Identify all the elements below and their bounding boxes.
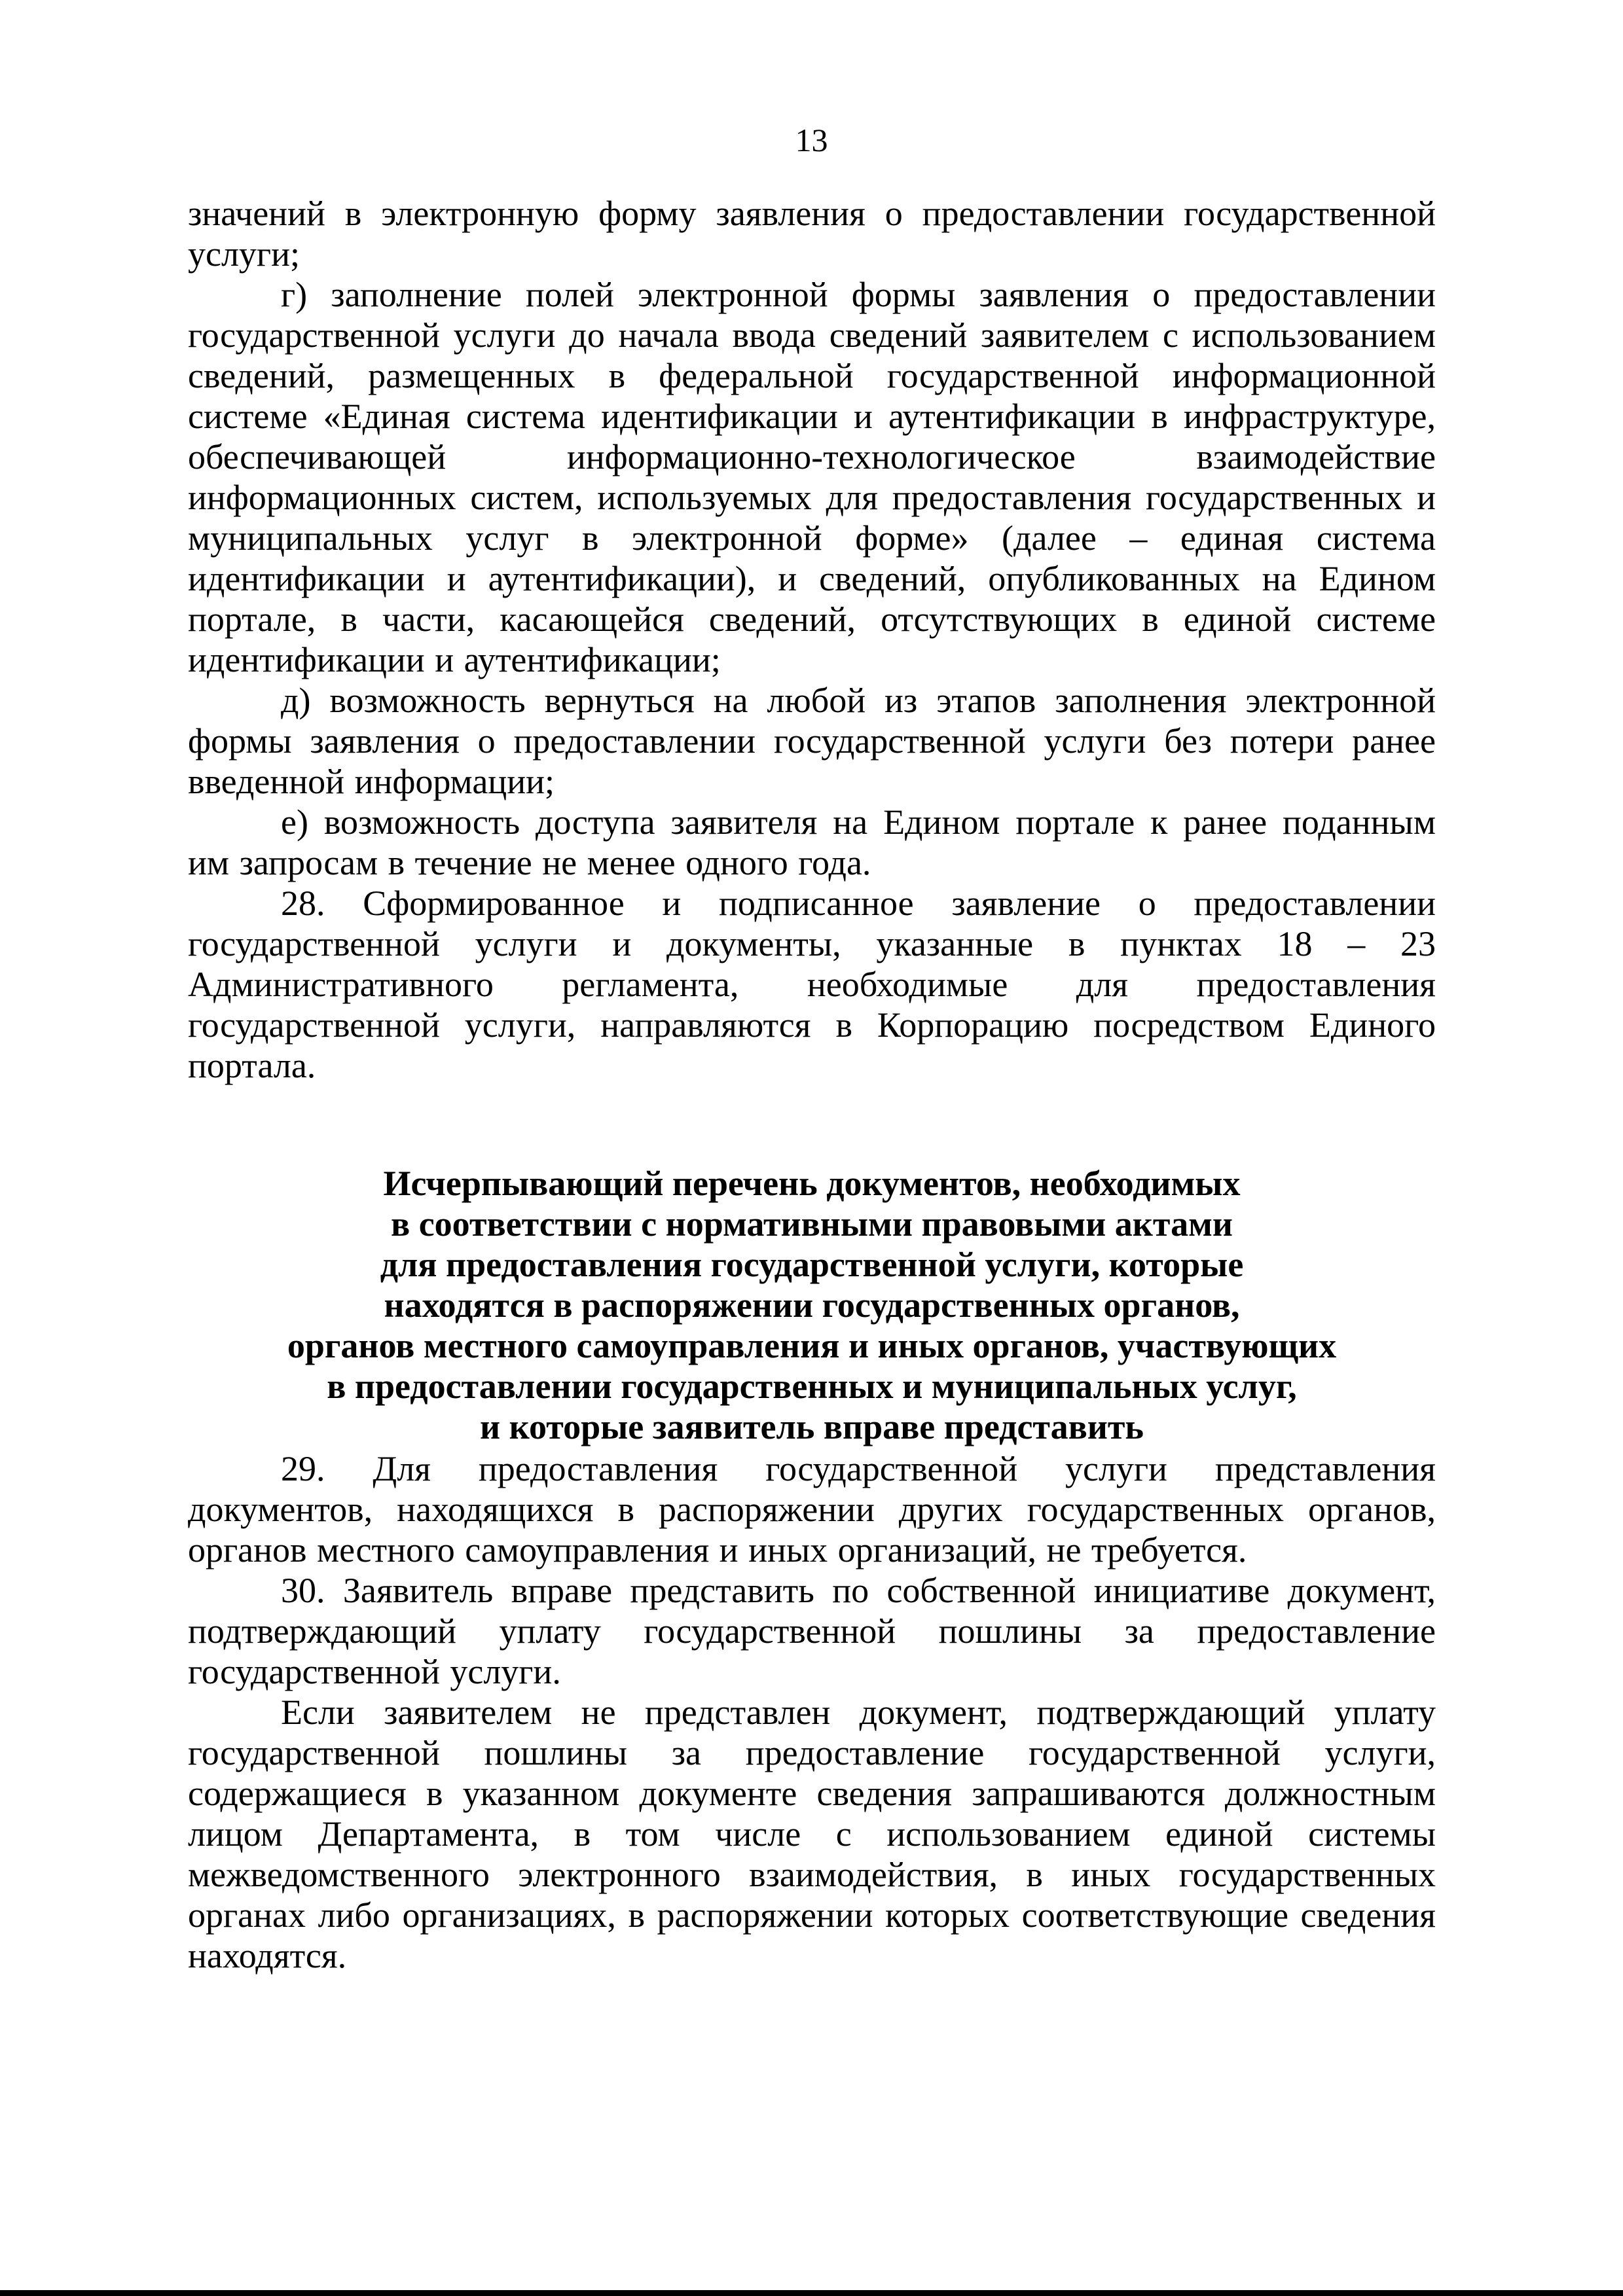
section-heading — [188, 1163, 1436, 1447]
paragraph-item-g: г) заполнение полей электронной формы заявления о предоставлении государственной услуги до начала ввода сведений заявителем с использованием сведений, размещенных в федеральной государственной информационной системе «Единая система идентификации и аутентификации в инфраструктуре, обеспечивающей информационно-технологическое взаимодействие информационных систем, используемых для предоставления государственных и муниципальных услуг в электронной форме» (далее – единая система идентификации и аутентификации), и сведений, опубликованных на Едином портале, в части, касающейся сведений, отсутствующих в единой системе идентификации и аутентификации; — [188, 275, 1436, 679]
section-heading-line: в предоставлении государственных и муниципальных услуг, — [327, 1367, 1297, 1406]
section-heading-line: находятся в распоряжении государственных органов, — [384, 1285, 1240, 1325]
paragraph-continuation: значений в электронную форму заявления о предоставлении государственной услуги; — [188, 194, 1436, 274]
section-heading-line: Исчерпывающий перечень документов, необходимых — [383, 1164, 1241, 1203]
scan-artifact-line — [0, 2290, 1623, 2296]
section-heading-line: и которые заявитель вправе представить — [480, 1407, 1144, 1446]
document-body — [188, 193, 1436, 1976]
paragraph-point-29: 29. Для предоставления государственной услуги представления документов, находящихся в распоряжении других государственных органов, органов местного самоуправления и иных организаций, не требуется. — [188, 1449, 1436, 1570]
paragraph-item-d: д) возможность вернуться на любой из этапов заполнения электронной формы заявления о предоставлении государственной услуги без потери ранее введенной информации; — [188, 681, 1436, 801]
paragraph-point-30-continuation: Если заявителем не представлен документ, подтверждающий уплату государственной пошлины за предоставление государственной услуги, содержащиеся в указанном документе сведения запрашиваются должностным лицом Департамента, в том числе с использованием единой системы межведомственного электронного взаимодействия, в иных государственных органах либо организациях, в распоряжении которых соответствующие сведения находятся. — [188, 1693, 1436, 1975]
section-heading-line: для предоставления государственной услуги, которые — [380, 1245, 1244, 1284]
paragraph-item-e: е) возможность доступа заявителя на Едином портале к ранее поданным им запросам в течение не менее одного года. — [188, 802, 1436, 882]
paragraph-point-30: 30. Заявитель вправе представить по собственной инициативе документ, подтверждающий уплату государственной пошлины за предоставление государственной услуги. — [188, 1571, 1436, 1691]
paragraph-point-28: 28. Сформированное и подписанное заявление о предоставлении государственной услуги и документы, указанные в пунктах 18 – 23 Административного регламента, необходимые для предоставления государственной услуги, направляются в Корпорацию посредством Единого портала. — [188, 884, 1436, 1085]
page-number: 13 — [795, 122, 828, 158]
section-heading-line: органов местного самоуправления и иных органов, участвующих — [287, 1326, 1337, 1365]
section-heading-line: в соответствии с нормативными правовыми актами — [391, 1204, 1233, 1244]
